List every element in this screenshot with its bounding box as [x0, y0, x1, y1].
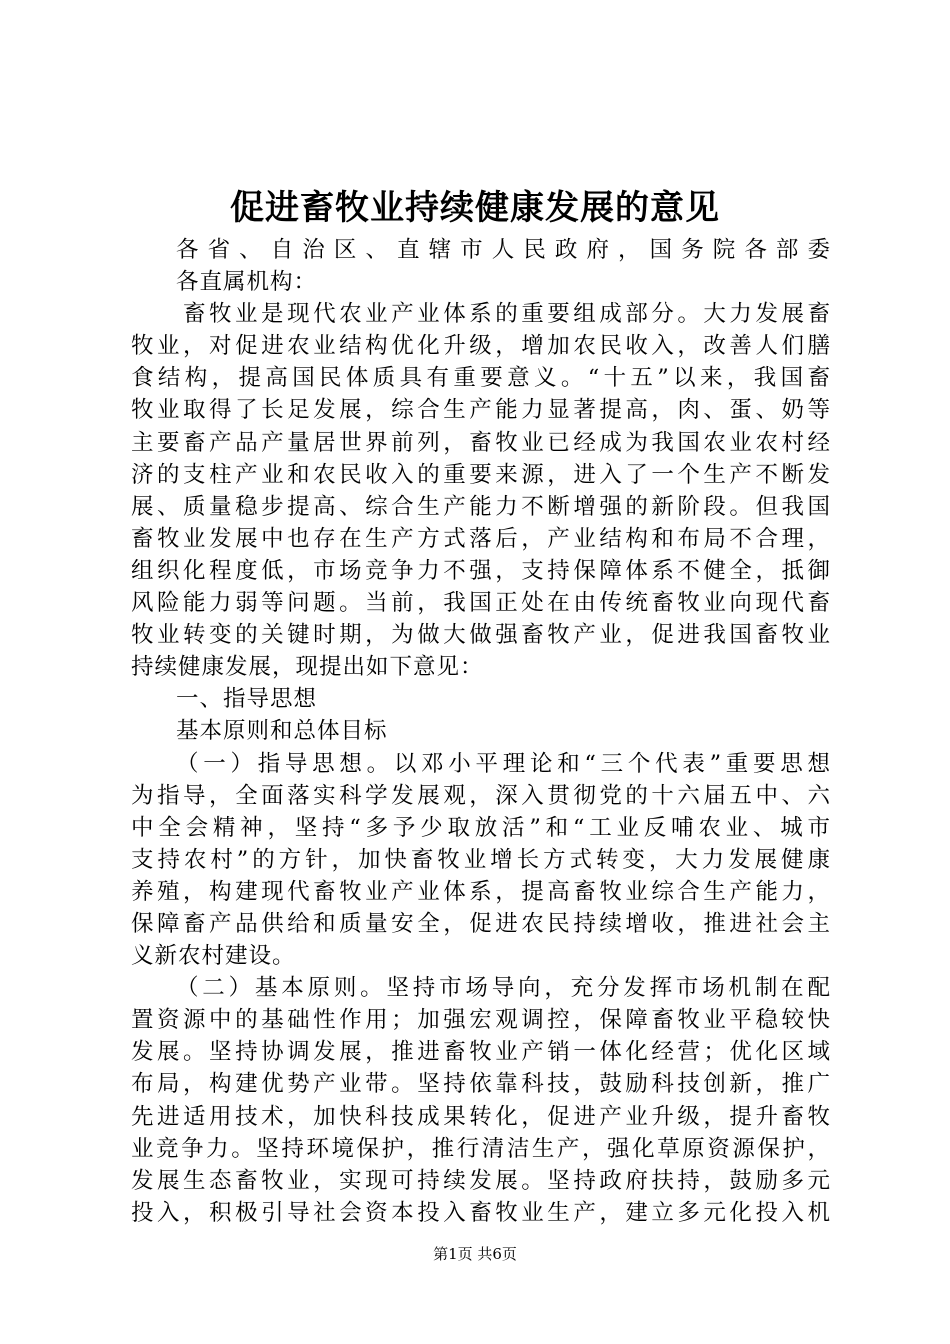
page-footer: 第1页 共6页	[433, 1245, 517, 1263]
text-line: 支持农村”的方针，加快畜牧业增长方式转变，大力发展健康	[131, 846, 831, 873]
text-line: 保障畜产品供给和质量安全，促进农民持续增收，推进社会主	[131, 910, 831, 937]
text-line: 义新农村建设。	[131, 943, 296, 970]
text-line: 牧业，对促进农业结构优化升级，增加农民收入，改善人们膳	[131, 333, 831, 360]
section-heading: 一、指导思想	[176, 686, 318, 713]
text-line: 各直属机构：	[176, 269, 318, 296]
text-line: 畜牧业发展中也存在生产方式落后，产业结构和布局不合理，	[131, 525, 831, 552]
text-line: 中全会精神，坚持“多予少取放活”和“工业反哺农业、城市	[131, 814, 831, 841]
document-body	[131, 234, 831, 1229]
text-line: 养殖，构建现代畜牧业产业体系，提高畜牧业综合生产能力，	[131, 878, 831, 905]
text-line: 布局，构建优势产业带。坚持依靠科技，鼓励科技创新，推广	[131, 1071, 831, 1098]
text-line: 展、质量稳步提高、综合生产能力不断增强的新阶段。但我国	[131, 493, 831, 520]
text-line: 发展生态畜牧业，实现可持续发展。坚持政府扶持，鼓励多元	[131, 1167, 831, 1194]
text-line: （二）基本原则。坚持市场导向，充分发挥市场机制在配	[176, 975, 831, 1002]
text-line: 主要畜产品产量居世界前列，畜牧业已经成为我国农业农村经	[131, 429, 831, 456]
text-line: 为指导，全面落实科学发展观，深入贯彻党的十六届五中、六	[131, 782, 831, 809]
text-line: 牧业转变的关键时期，为做大做强畜牧产业，促进我国畜牧业	[131, 622, 831, 649]
text-line: 牧业取得了长足发展，综合生产能力显著提高，肉、蛋、奶等	[131, 397, 831, 424]
section-heading: 基本原则和总体目标	[176, 718, 388, 745]
text-line: 济的支柱产业和农民收入的重要来源，进入了一个生产不断发	[131, 461, 831, 488]
text-line: （一）指导思想。以邓小平理论和“三个代表”重要思想	[176, 750, 831, 777]
text-line: 各省、自治区、直辖市人民政府，国务院各部委	[176, 237, 831, 263]
text-line: 风险能力弱等问题。当前，我国正处在由传统畜牧业向现代畜	[131, 590, 831, 617]
text-line: 食结构，提高国民体质具有重要意义。“十五”以来，我国畜	[131, 365, 831, 392]
text-line: 业竞争力。坚持环境保护，推行清洁生产，强化草原资源保护，	[131, 1135, 831, 1162]
text-line: 组织化程度低，市场竞争力不强，支持保障体系不健全，抵御	[131, 557, 831, 584]
text-line: 先进适用技术，加快科技成果转化，促进产业升级，提升畜牧	[131, 1103, 831, 1130]
text-line: 畜牧业是现代农业产业体系的重要组成部分。大力发展畜	[183, 301, 831, 328]
document-title: 促进畜牧业持续健康发展的意见	[230, 188, 720, 228]
text-line: 持续健康发展，现提出如下意见：	[131, 654, 484, 681]
text-line: 发展。坚持协调发展，推进畜牧业产销一体化经营；优化区域	[131, 1039, 831, 1066]
text-line: 置资源中的基础性作用；加强宏观调控，保障畜牧业平稳较快	[131, 1007, 831, 1034]
text-line: 投入，积极引导社会资本投入畜牧业生产，建立多元化投入机	[131, 1199, 831, 1226]
